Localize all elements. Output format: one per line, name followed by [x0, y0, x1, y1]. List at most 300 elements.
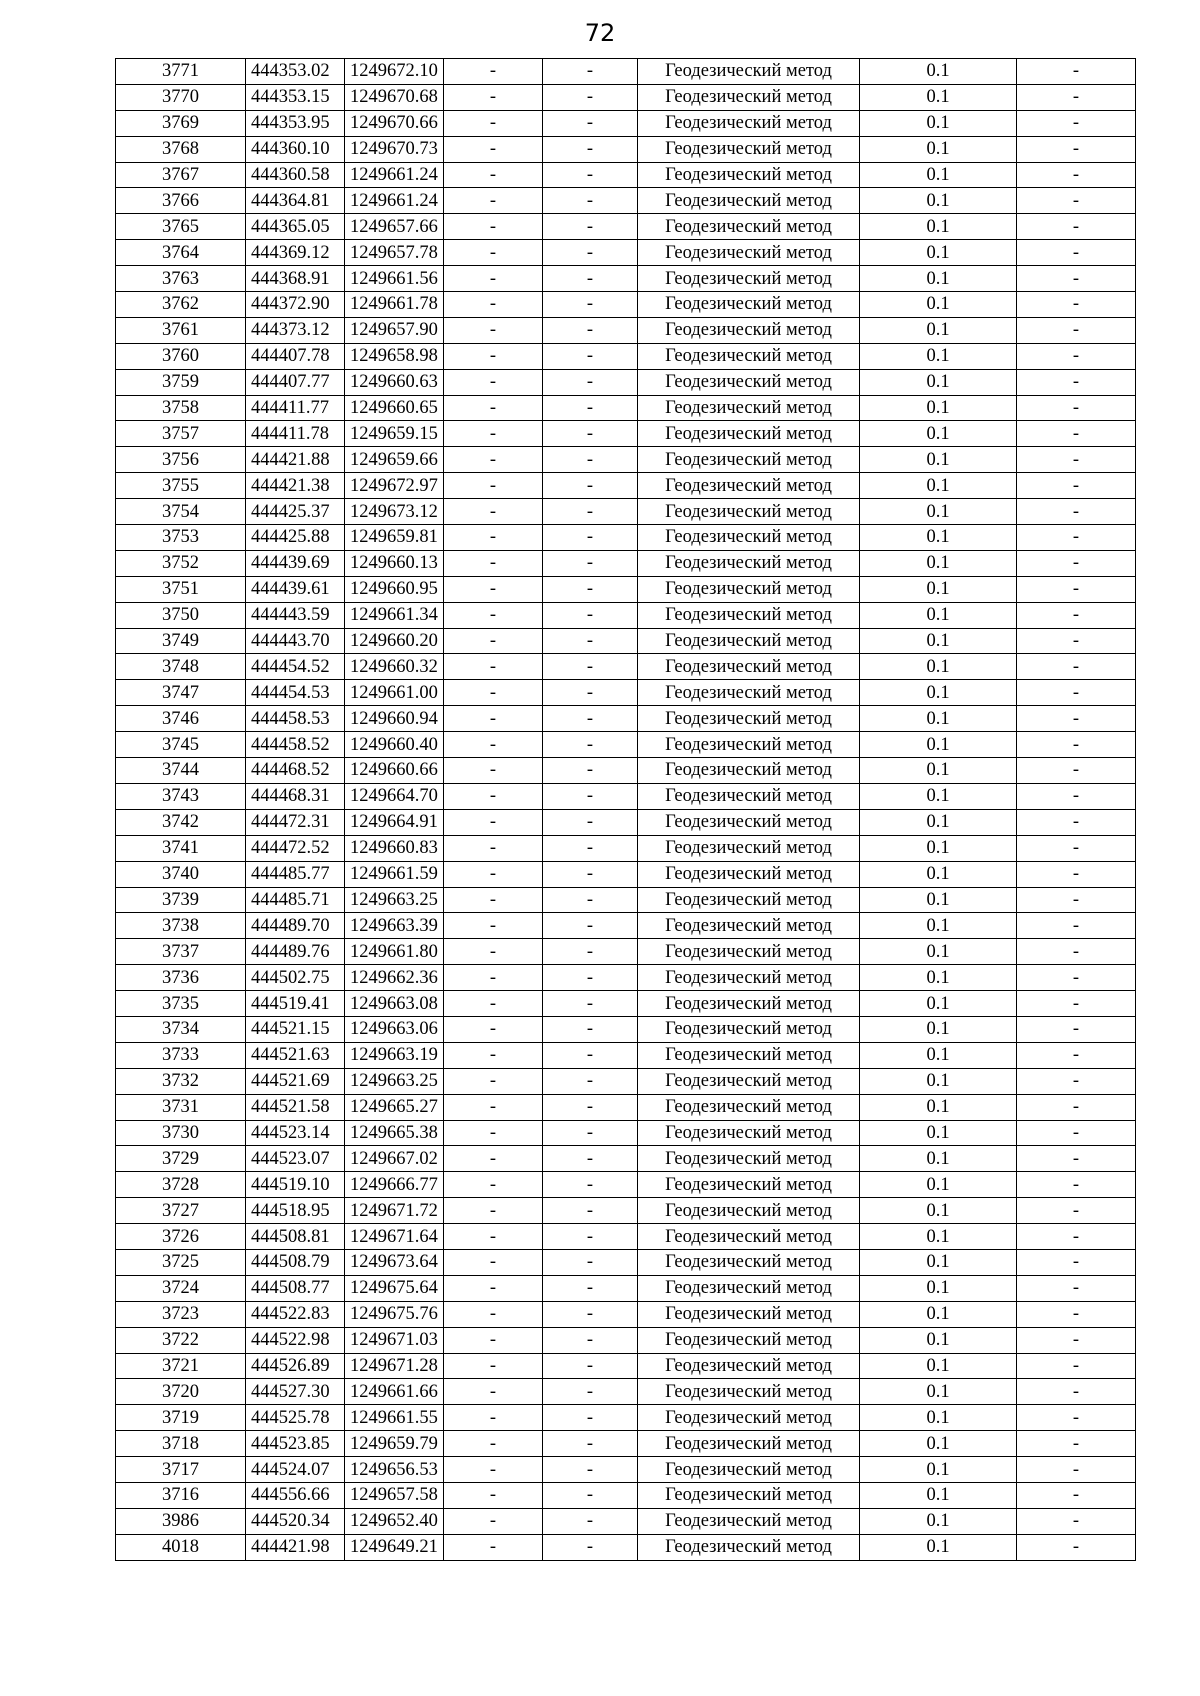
cell-col-8: - [1017, 991, 1136, 1017]
cell-method: Геодезический метод [638, 1353, 860, 1379]
cell-col-4: - [444, 1405, 543, 1431]
cell-coord-x: 444523.14 [246, 1120, 345, 1146]
cell-col-8: - [1017, 343, 1136, 369]
table-row [116, 1431, 1136, 1457]
cell-coord-x: 444489.76 [246, 939, 345, 965]
cell-coord-x: 444508.79 [246, 1249, 345, 1275]
cell-method: Геодезический метод [638, 861, 860, 887]
cell-point-number: 3759 [116, 369, 246, 395]
cell-col-5: - [543, 1146, 638, 1172]
cell-col-4: - [444, 525, 543, 551]
table-row [116, 654, 1136, 680]
cell-col-8: - [1017, 758, 1136, 784]
cell-coord-x: 444519.10 [246, 1172, 345, 1198]
cell-coord-y: 1249659.66 [345, 447, 444, 473]
cell-point-number: 3770 [116, 84, 246, 110]
cell-point-number: 3758 [116, 395, 246, 421]
cell-coord-x: 444372.90 [246, 292, 345, 318]
cell-coord-x: 444521.69 [246, 1068, 345, 1094]
cell-col-4: - [444, 240, 543, 266]
cell-point-number: 3766 [116, 188, 246, 214]
cell-col-8: - [1017, 550, 1136, 576]
cell-coord-y: 1249661.80 [345, 939, 444, 965]
cell-point-number: 3748 [116, 654, 246, 680]
table-row [116, 835, 1136, 861]
cell-coord-x: 444407.78 [246, 343, 345, 369]
cell-method: Геодезический метод [638, 1016, 860, 1042]
cell-coord-x: 444489.70 [246, 913, 345, 939]
table-row [116, 1327, 1136, 1353]
cell-coord-x: 444443.70 [246, 628, 345, 654]
table-row [116, 991, 1136, 1017]
cell-method: Геодезический метод [638, 991, 860, 1017]
cell-col-5: - [543, 525, 638, 551]
cell-col-4: - [444, 732, 543, 758]
cell-col-4: - [444, 576, 543, 602]
cell-coord-x: 444523.07 [246, 1146, 345, 1172]
cell-point-number: 3731 [116, 1094, 246, 1120]
cell-method: Геодезический метод [638, 110, 860, 136]
cell-col-8: - [1017, 110, 1136, 136]
cell-method: Геодезический метод [638, 136, 860, 162]
cell-coord-y: 1249664.70 [345, 783, 444, 809]
cell-method: Геодезический метод [638, 913, 860, 939]
cell-col-8: - [1017, 835, 1136, 861]
cell-col-8: - [1017, 732, 1136, 758]
cell-method: Геодезический метод [638, 525, 860, 551]
cell-point-number: 3717 [116, 1457, 246, 1483]
cell-col-5: - [543, 214, 638, 240]
cell-accuracy: 0.1 [860, 1224, 1017, 1250]
table-row [116, 1198, 1136, 1224]
cell-point-number: 3986 [116, 1508, 246, 1534]
cell-accuracy: 0.1 [860, 861, 1017, 887]
cell-coord-y: 1249661.24 [345, 162, 444, 188]
cell-coord-y: 1249660.94 [345, 706, 444, 732]
cell-col-4: - [444, 1275, 543, 1301]
cell-coord-y: 1249661.78 [345, 292, 444, 318]
cell-col-8: - [1017, 1094, 1136, 1120]
cell-accuracy: 0.1 [860, 1172, 1017, 1198]
cell-coord-y: 1249660.83 [345, 835, 444, 861]
table-row [116, 939, 1136, 965]
cell-col-8: - [1017, 628, 1136, 654]
cell-col-4: - [444, 343, 543, 369]
cell-col-5: - [543, 1482, 638, 1508]
cell-col-5: - [543, 1405, 638, 1431]
table-row [116, 1405, 1136, 1431]
cell-coord-x: 444485.77 [246, 861, 345, 887]
cell-accuracy: 0.1 [860, 758, 1017, 784]
cell-coord-y: 1249671.03 [345, 1327, 444, 1353]
table-row [116, 1534, 1136, 1560]
table-row [116, 758, 1136, 784]
cell-accuracy: 0.1 [860, 1301, 1017, 1327]
table-row [116, 576, 1136, 602]
cell-col-8: - [1017, 266, 1136, 292]
cell-coord-y: 1249663.25 [345, 887, 444, 913]
cell-coord-x: 444458.52 [246, 732, 345, 758]
cell-col-5: - [543, 1198, 638, 1224]
cell-coord-x: 444369.12 [246, 240, 345, 266]
cell-col-8: - [1017, 913, 1136, 939]
cell-method: Геодезический метод [638, 395, 860, 421]
cell-point-number: 3756 [116, 447, 246, 473]
cell-point-number: 3727 [116, 1198, 246, 1224]
cell-method: Геодезический метод [638, 783, 860, 809]
cell-col-4: - [444, 913, 543, 939]
cell-method: Геодезический метод [638, 84, 860, 110]
cell-col-8: - [1017, 1508, 1136, 1534]
cell-col-8: - [1017, 240, 1136, 266]
cell-method: Геодезический метод [638, 162, 860, 188]
cell-accuracy: 0.1 [860, 1249, 1017, 1275]
table-row [116, 550, 1136, 576]
cell-col-4: - [444, 1457, 543, 1483]
cell-col-8: - [1017, 1482, 1136, 1508]
cell-coord-y: 1249657.58 [345, 1482, 444, 1508]
cell-coord-x: 444458.53 [246, 706, 345, 732]
cell-coord-x: 444411.77 [246, 395, 345, 421]
cell-point-number: 3765 [116, 214, 246, 240]
table-row [116, 1094, 1136, 1120]
cell-method: Геодезический метод [638, 809, 860, 835]
cell-point-number: 3730 [116, 1120, 246, 1146]
cell-col-4: - [444, 369, 543, 395]
table-row [116, 602, 1136, 628]
cell-method: Геодезический метод [638, 473, 860, 499]
table-row [116, 913, 1136, 939]
cell-col-5: - [543, 1379, 638, 1405]
table-row [116, 1275, 1136, 1301]
cell-col-4: - [444, 835, 543, 861]
cell-point-number: 3736 [116, 965, 246, 991]
cell-col-8: - [1017, 317, 1136, 343]
cell-point-number: 3761 [116, 317, 246, 343]
table-row [116, 1379, 1136, 1405]
cell-method: Геодезический метод [638, 758, 860, 784]
cell-coord-y: 1249666.77 [345, 1172, 444, 1198]
cell-point-number: 3729 [116, 1146, 246, 1172]
cell-method: Геодезический метод [638, 887, 860, 913]
cell-col-5: - [543, 421, 638, 447]
cell-accuracy: 0.1 [860, 628, 1017, 654]
cell-coord-x: 444520.34 [246, 1508, 345, 1534]
cell-method: Геодезический метод [638, 266, 860, 292]
cell-accuracy: 0.1 [860, 1120, 1017, 1146]
cell-coord-x: 444502.75 [246, 965, 345, 991]
cell-col-4: - [444, 1094, 543, 1120]
cell-point-number: 3751 [116, 576, 246, 602]
cell-col-8: - [1017, 1146, 1136, 1172]
cell-point-number: 3732 [116, 1068, 246, 1094]
cell-coord-y: 1249660.66 [345, 758, 444, 784]
cell-col-8: - [1017, 525, 1136, 551]
cell-col-4: - [444, 110, 543, 136]
cell-col-8: - [1017, 1534, 1136, 1560]
cell-col-4: - [444, 447, 543, 473]
cell-accuracy: 0.1 [860, 732, 1017, 758]
cell-col-8: - [1017, 84, 1136, 110]
cell-col-4: - [444, 1534, 543, 1560]
cell-method: Геодезический метод [638, 1275, 860, 1301]
cell-col-8: - [1017, 1405, 1136, 1431]
table-row [116, 1224, 1136, 1250]
cell-col-4: - [444, 1379, 543, 1405]
cell-point-number: 3739 [116, 887, 246, 913]
cell-coord-x: 444472.52 [246, 835, 345, 861]
cell-coord-y: 1249670.73 [345, 136, 444, 162]
cell-col-5: - [543, 84, 638, 110]
cell-col-4: - [444, 292, 543, 318]
cell-col-8: - [1017, 292, 1136, 318]
cell-method: Геодезический метод [638, 1405, 860, 1431]
cell-coord-y: 1249659.79 [345, 1431, 444, 1457]
cell-col-4: - [444, 1120, 543, 1146]
cell-col-5: - [543, 628, 638, 654]
cell-accuracy: 0.1 [860, 1016, 1017, 1042]
cell-col-8: - [1017, 706, 1136, 732]
cell-point-number: 3734 [116, 1016, 246, 1042]
cell-point-number: 3745 [116, 732, 246, 758]
cell-coord-x: 444364.81 [246, 188, 345, 214]
cell-col-4: - [444, 965, 543, 991]
cell-method: Геодезический метод [638, 1534, 860, 1560]
cell-coord-y: 1249670.66 [345, 110, 444, 136]
cell-col-4: - [444, 550, 543, 576]
cell-method: Геодезический метод [638, 1431, 860, 1457]
cell-col-8: - [1017, 602, 1136, 628]
cell-col-4: - [444, 214, 543, 240]
cell-col-4: - [444, 991, 543, 1017]
cell-coord-x: 444522.98 [246, 1327, 345, 1353]
cell-col-8: - [1017, 1198, 1136, 1224]
cell-method: Геодезический метод [638, 1042, 860, 1068]
cell-col-8: - [1017, 965, 1136, 991]
cell-accuracy: 0.1 [860, 266, 1017, 292]
cell-col-8: - [1017, 680, 1136, 706]
cell-coord-y: 1249661.55 [345, 1405, 444, 1431]
cell-point-number: 3720 [116, 1379, 246, 1405]
table-row [116, 110, 1136, 136]
cell-accuracy: 0.1 [860, 473, 1017, 499]
cell-coord-y: 1249660.95 [345, 576, 444, 602]
cell-col-5: - [543, 369, 638, 395]
cell-accuracy: 0.1 [860, 395, 1017, 421]
cell-point-number: 3733 [116, 1042, 246, 1068]
cell-method: Геодезический метод [638, 240, 860, 266]
cell-coord-x: 444472.31 [246, 809, 345, 835]
cell-point-number: 3771 [116, 59, 246, 85]
cell-col-4: - [444, 602, 543, 628]
cell-accuracy: 0.1 [860, 110, 1017, 136]
cell-accuracy: 0.1 [860, 292, 1017, 318]
table-row [116, 1457, 1136, 1483]
cell-col-8: - [1017, 1068, 1136, 1094]
cell-method: Геодезический метод [638, 421, 860, 447]
cell-point-number: 3744 [116, 758, 246, 784]
cell-method: Геодезический метод [638, 1301, 860, 1327]
table-row [116, 1068, 1136, 1094]
cell-point-number: 3749 [116, 628, 246, 654]
cell-col-5: - [543, 939, 638, 965]
cell-col-5: - [543, 499, 638, 525]
cell-accuracy: 0.1 [860, 1534, 1017, 1560]
cell-coord-y: 1249664.91 [345, 809, 444, 835]
cell-point-number: 3762 [116, 292, 246, 318]
cell-col-8: - [1017, 1353, 1136, 1379]
cell-point-number: 3735 [116, 991, 246, 1017]
cell-col-5: - [543, 266, 638, 292]
cell-accuracy: 0.1 [860, 1508, 1017, 1534]
cell-col-4: - [444, 136, 543, 162]
cell-point-number: 3740 [116, 861, 246, 887]
cell-col-8: - [1017, 1042, 1136, 1068]
cell-col-4: - [444, 1016, 543, 1042]
cell-coord-x: 444373.12 [246, 317, 345, 343]
cell-coord-y: 1249663.06 [345, 1016, 444, 1042]
table-row [116, 136, 1136, 162]
cell-col-8: - [1017, 188, 1136, 214]
cell-point-number: 3724 [116, 1275, 246, 1301]
cell-col-5: - [543, 602, 638, 628]
cell-col-5: - [543, 240, 638, 266]
table-row [116, 369, 1136, 395]
table-row [116, 965, 1136, 991]
cell-accuracy: 0.1 [860, 576, 1017, 602]
cell-method: Геодезический метод [638, 1146, 860, 1172]
cell-coord-x: 444454.52 [246, 654, 345, 680]
cell-coord-y: 1249658.98 [345, 343, 444, 369]
cell-coord-y: 1249671.72 [345, 1198, 444, 1224]
cell-col-4: - [444, 1482, 543, 1508]
table-row [116, 499, 1136, 525]
cell-coord-y: 1249660.40 [345, 732, 444, 758]
table-row [116, 1172, 1136, 1198]
cell-coord-y: 1249673.64 [345, 1249, 444, 1275]
cell-method: Геодезический метод [638, 1068, 860, 1094]
cell-accuracy: 0.1 [860, 991, 1017, 1017]
cell-accuracy: 0.1 [860, 680, 1017, 706]
cell-col-5: - [543, 1534, 638, 1560]
cell-col-5: - [543, 654, 638, 680]
cell-col-4: - [444, 809, 543, 835]
cell-coord-y: 1249659.81 [345, 525, 444, 551]
table-row [116, 214, 1136, 240]
cell-accuracy: 0.1 [860, 188, 1017, 214]
cell-accuracy: 0.1 [860, 421, 1017, 447]
cell-method: Геодезический метод [638, 1379, 860, 1405]
cell-method: Геодезический метод [638, 835, 860, 861]
cell-point-number: 3741 [116, 835, 246, 861]
cell-coord-x: 444353.95 [246, 110, 345, 136]
cell-coord-y: 1249661.59 [345, 861, 444, 887]
cell-col-5: - [543, 887, 638, 913]
cell-method: Геодезический метод [638, 1327, 860, 1353]
cell-col-8: - [1017, 447, 1136, 473]
cell-coord-y: 1249675.64 [345, 1275, 444, 1301]
cell-point-number: 3754 [116, 499, 246, 525]
cell-accuracy: 0.1 [860, 1379, 1017, 1405]
cell-method: Геодезический метод [638, 1120, 860, 1146]
cell-col-5: - [543, 1224, 638, 1250]
cell-coord-y: 1249667.02 [345, 1146, 444, 1172]
cell-col-4: - [444, 680, 543, 706]
cell-coord-x: 444525.78 [246, 1405, 345, 1431]
cell-point-number: 3760 [116, 343, 246, 369]
cell-col-4: - [444, 706, 543, 732]
cell-point-number: 3747 [116, 680, 246, 706]
cell-coord-x: 444353.02 [246, 59, 345, 85]
cell-accuracy: 0.1 [860, 913, 1017, 939]
cell-point-number: 3728 [116, 1172, 246, 1198]
cell-method: Геодезический метод [638, 292, 860, 318]
table-row [116, 1120, 1136, 1146]
cell-col-8: - [1017, 1172, 1136, 1198]
cell-method: Геодезический метод [638, 965, 860, 991]
cell-accuracy: 0.1 [860, 1457, 1017, 1483]
cell-col-8: - [1017, 395, 1136, 421]
cell-coord-x: 444521.58 [246, 1094, 345, 1120]
cell-method: Геодезический метод [638, 680, 860, 706]
cell-method: Геодезический метод [638, 59, 860, 85]
cell-col-5: - [543, 136, 638, 162]
cell-col-8: - [1017, 1224, 1136, 1250]
table-row [116, 809, 1136, 835]
cell-method: Геодезический метод [638, 1198, 860, 1224]
cell-accuracy: 0.1 [860, 317, 1017, 343]
cell-coord-y: 1249660.65 [345, 395, 444, 421]
cell-accuracy: 0.1 [860, 447, 1017, 473]
cell-col-5: - [543, 473, 638, 499]
cell-accuracy: 0.1 [860, 706, 1017, 732]
cell-method: Геодезический метод [638, 317, 860, 343]
table-row [116, 84, 1136, 110]
cell-point-number: 4018 [116, 1534, 246, 1560]
table-row [116, 421, 1136, 447]
cell-accuracy: 0.1 [860, 1431, 1017, 1457]
cell-coord-y: 1249657.90 [345, 317, 444, 343]
cell-col-4: - [444, 499, 543, 525]
cell-col-5: - [543, 59, 638, 85]
cell-col-5: - [543, 1327, 638, 1353]
cell-accuracy: 0.1 [860, 1042, 1017, 1068]
cell-coord-x: 444368.91 [246, 266, 345, 292]
cell-col-5: - [543, 1275, 638, 1301]
cell-col-8: - [1017, 1457, 1136, 1483]
cell-col-4: - [444, 1508, 543, 1534]
cell-col-8: - [1017, 576, 1136, 602]
cell-col-8: - [1017, 861, 1136, 887]
cell-point-number: 3719 [116, 1405, 246, 1431]
cell-col-4: - [444, 654, 543, 680]
cell-point-number: 3768 [116, 136, 246, 162]
cell-coord-x: 444411.78 [246, 421, 345, 447]
cell-method: Геодезический метод [638, 1482, 860, 1508]
cell-coord-y: 1249672.10 [345, 59, 444, 85]
cell-col-4: - [444, 473, 543, 499]
cell-col-5: - [543, 292, 638, 318]
cell-coord-y: 1249649.21 [345, 1534, 444, 1560]
cell-col-5: - [543, 576, 638, 602]
cell-coord-x: 444421.38 [246, 473, 345, 499]
cell-coord-y: 1249663.39 [345, 913, 444, 939]
cell-method: Геодезический метод [638, 1094, 860, 1120]
cell-col-5: - [543, 1249, 638, 1275]
cell-col-4: - [444, 1172, 543, 1198]
cell-coord-y: 1249673.12 [345, 499, 444, 525]
cell-coord-y: 1249661.00 [345, 680, 444, 706]
